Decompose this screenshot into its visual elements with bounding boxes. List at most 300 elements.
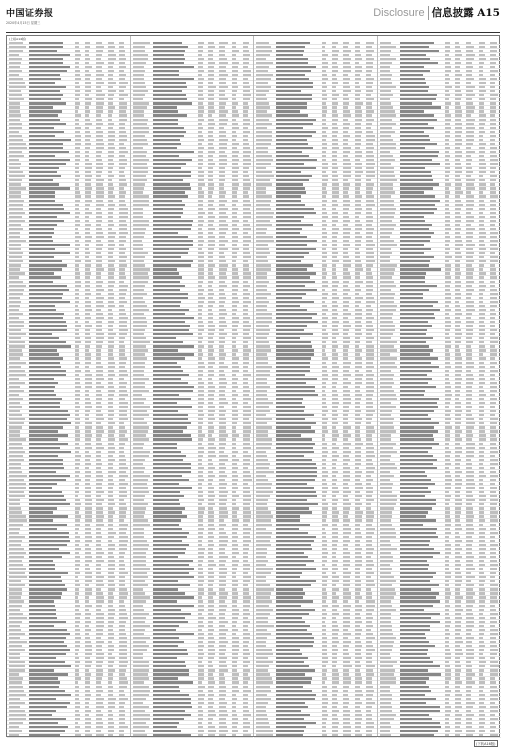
table-cell	[343, 204, 350, 206]
table-cell	[276, 690, 311, 692]
table-cell	[208, 613, 213, 615]
table-cell	[400, 422, 439, 424]
table-cell	[466, 78, 474, 80]
table-cell	[108, 345, 113, 347]
table-cell	[198, 690, 203, 692]
table-cell	[343, 633, 351, 635]
table-cell	[75, 374, 79, 376]
table-cell	[75, 438, 80, 440]
table-cell	[198, 414, 204, 416]
table-cell	[96, 86, 101, 88]
table-cell	[332, 438, 337, 440]
table-cell	[108, 285, 113, 287]
table-cell	[96, 564, 101, 566]
table-cell	[75, 208, 79, 210]
table-cell	[380, 309, 396, 311]
table-cell	[445, 467, 449, 469]
table-cell	[219, 584, 225, 586]
table-cell	[29, 204, 63, 206]
table-cell	[322, 374, 328, 376]
table-cell	[9, 661, 24, 663]
table-cell	[343, 653, 349, 655]
table-cell	[108, 592, 113, 594]
table-cell	[9, 119, 19, 121]
masthead	[6, 4, 500, 30]
table-cell	[256, 374, 270, 376]
table-cell	[243, 406, 251, 408]
table-cell	[9, 143, 26, 145]
table-cell	[9, 434, 20, 436]
table-cell	[198, 268, 203, 270]
table-cell	[455, 268, 460, 270]
table-cell	[208, 285, 212, 287]
table-cell	[479, 155, 484, 157]
table-cell	[479, 175, 483, 177]
table-cell	[133, 62, 146, 64]
table-cell	[243, 686, 248, 688]
table-cell	[355, 588, 361, 590]
table-cell	[108, 410, 114, 412]
table-cell	[153, 349, 179, 351]
table-cell	[219, 710, 226, 712]
table-cell	[153, 479, 190, 481]
table-cell	[355, 183, 361, 185]
table-cell	[219, 191, 226, 193]
table-cell	[198, 94, 202, 96]
table-cell	[219, 362, 224, 364]
table-cell	[29, 123, 66, 125]
table-cell	[276, 483, 306, 485]
table-cell	[9, 483, 25, 485]
table-cell	[479, 252, 485, 254]
table-cell	[355, 418, 361, 420]
table-cell	[198, 309, 202, 311]
table-cell	[108, 519, 112, 521]
table-cell	[466, 366, 474, 368]
table-cell	[243, 544, 250, 546]
table-cell	[153, 694, 189, 696]
table-cell	[153, 726, 177, 728]
table-cell	[380, 179, 397, 181]
table-cell	[198, 374, 203, 376]
table-cell	[322, 131, 326, 133]
table-cell	[153, 46, 188, 48]
table-cell	[9, 333, 26, 335]
table-cell	[466, 345, 471, 347]
table-cell	[343, 564, 350, 566]
header-rule	[6, 32, 500, 33]
table-cell	[75, 305, 78, 307]
table-cell	[343, 281, 349, 283]
table-cell	[366, 438, 372, 440]
table-cell	[490, 244, 497, 246]
table-cell	[119, 139, 127, 141]
table-cell	[445, 127, 450, 129]
table-cell	[198, 244, 203, 246]
table-cell	[133, 463, 143, 465]
table-cell	[355, 621, 362, 623]
table-cell	[445, 341, 450, 343]
table-cell	[355, 580, 361, 582]
table-cell	[85, 175, 92, 177]
table-cell	[322, 515, 327, 517]
table-cell	[243, 483, 248, 485]
table-cell	[276, 114, 308, 116]
table-cell	[322, 171, 326, 173]
table-cell	[108, 681, 112, 683]
table-cell	[75, 665, 79, 667]
table-cell	[276, 714, 310, 716]
table-cell	[153, 548, 186, 550]
table-cell	[85, 127, 89, 129]
table-cell	[479, 366, 485, 368]
table-cell	[133, 171, 148, 173]
table-cell	[232, 345, 237, 347]
table-cell	[198, 600, 202, 602]
table-cell	[256, 677, 271, 679]
table-cell	[119, 216, 128, 218]
table-cell	[256, 325, 269, 327]
table-cell	[85, 305, 92, 307]
table-cell	[355, 82, 359, 84]
table-cell	[366, 499, 374, 501]
table-cell	[153, 204, 185, 206]
table-cell	[332, 406, 338, 408]
table-column-group	[131, 36, 255, 736]
table-cell	[96, 297, 105, 299]
table-cell	[198, 317, 202, 319]
table-cell	[366, 341, 372, 343]
table-cell	[9, 677, 23, 679]
table-cell	[490, 455, 495, 457]
table-cell	[332, 293, 337, 295]
table-cell	[490, 236, 497, 238]
table-cell	[108, 90, 115, 92]
table-cell	[133, 491, 149, 493]
table-cell	[366, 313, 372, 315]
table-cell	[219, 187, 224, 189]
table-cell	[243, 673, 248, 675]
table-cell	[108, 143, 114, 145]
table-cell	[400, 333, 426, 335]
table-cell	[208, 297, 213, 299]
table-cell	[366, 305, 371, 307]
table-cell	[355, 633, 361, 635]
table-cell	[208, 503, 215, 505]
table-cell	[29, 386, 54, 388]
table-cell	[108, 147, 115, 149]
table-cell	[256, 212, 273, 214]
table-cell	[445, 163, 450, 165]
table-cell	[208, 224, 212, 226]
table-cell	[108, 54, 115, 56]
table-cell	[108, 272, 113, 274]
table-cell	[219, 451, 224, 453]
table-cell	[232, 276, 239, 278]
table-cell	[208, 353, 213, 355]
table-cell	[119, 443, 124, 445]
table-cell	[445, 297, 451, 299]
table-cell	[232, 268, 238, 270]
table-cell	[243, 548, 249, 550]
table-cell	[322, 556, 327, 558]
table-cell	[490, 422, 498, 424]
table-cell	[133, 264, 145, 266]
table-cell	[198, 681, 202, 683]
table-cell	[355, 151, 361, 153]
table-cell	[232, 216, 237, 218]
table-cell	[256, 471, 273, 473]
table-cell	[445, 187, 448, 189]
table-cell	[332, 673, 339, 675]
table-cell	[343, 710, 350, 712]
table-cell	[445, 62, 450, 64]
table-cell	[466, 127, 474, 129]
table-cell	[366, 139, 374, 141]
table-cell	[29, 345, 71, 347]
table-cell	[153, 673, 189, 675]
table-cell	[243, 491, 250, 493]
table-cell	[490, 459, 498, 461]
table-cell	[232, 78, 237, 80]
table-cell	[479, 74, 483, 76]
table-cell	[243, 540, 251, 542]
table-cell	[343, 495, 348, 497]
table-cell	[208, 349, 214, 351]
table-cell	[276, 285, 305, 287]
table-cell	[153, 62, 185, 64]
table-cell	[400, 378, 432, 380]
table-cell	[232, 524, 238, 526]
table-cell	[108, 74, 113, 76]
table-cell	[479, 362, 484, 364]
table-cell	[29, 621, 65, 623]
table-cell	[219, 463, 224, 465]
table-cell	[490, 94, 498, 96]
table-cell	[276, 42, 310, 44]
table-cell	[96, 580, 104, 582]
table-cell	[355, 46, 359, 48]
table-cell	[366, 171, 374, 173]
table-cell	[153, 155, 180, 157]
table-cell	[276, 665, 308, 667]
table-cell	[243, 345, 248, 347]
table-cell	[219, 592, 227, 594]
table-cell	[198, 228, 202, 230]
table-cell	[232, 572, 236, 574]
table-cell	[153, 625, 179, 627]
table-cell	[198, 418, 203, 420]
table-cell	[208, 256, 213, 258]
table-cell	[119, 653, 126, 655]
table-cell	[75, 434, 80, 436]
table-cell	[208, 406, 215, 408]
table-cell	[243, 653, 250, 655]
table-cell	[256, 131, 272, 133]
table-cell	[445, 195, 449, 197]
table-cell	[108, 386, 114, 388]
table-cell	[75, 690, 79, 692]
table-cell	[343, 645, 349, 647]
table-cell	[198, 536, 203, 538]
table-cell	[133, 155, 146, 157]
table-cell	[256, 596, 270, 598]
table-cell	[243, 119, 250, 121]
table-cell	[380, 398, 397, 400]
table-cell	[153, 430, 183, 432]
table-cell	[276, 309, 307, 311]
table-cell	[198, 98, 204, 100]
table-cell	[153, 552, 185, 554]
table-cell	[119, 289, 127, 291]
table-cell	[153, 102, 193, 104]
table-cell	[208, 119, 214, 121]
table-cell	[208, 726, 214, 728]
table-cell	[332, 690, 339, 692]
table-cell	[133, 443, 144, 445]
table-cell	[198, 370, 203, 372]
table-cell	[133, 503, 148, 505]
table-cell	[332, 596, 339, 598]
table-cell	[108, 584, 115, 586]
table-cell	[85, 681, 90, 683]
table-cell	[108, 131, 115, 133]
table-cell	[400, 325, 433, 327]
table-cell	[9, 220, 25, 222]
table-cell	[366, 471, 374, 473]
table-cell	[243, 191, 248, 193]
table-cell	[366, 467, 374, 469]
table-cell	[343, 212, 348, 214]
table-cell	[153, 406, 192, 408]
table-cell	[96, 519, 103, 521]
table-cell	[133, 98, 143, 100]
table-cell	[108, 576, 115, 578]
table-cell	[96, 46, 104, 48]
table-cell	[75, 345, 79, 347]
table-cell	[119, 588, 127, 590]
table-cell	[322, 66, 328, 68]
table-cell	[119, 244, 124, 246]
table-cell	[380, 252, 392, 254]
table-cell	[232, 673, 239, 675]
table-cell	[490, 135, 496, 137]
table-cell	[232, 600, 237, 602]
table-cell	[108, 588, 115, 590]
table-cell	[445, 285, 449, 287]
table-cell	[276, 637, 314, 639]
table-cell	[9, 248, 20, 250]
table-cell	[9, 297, 19, 299]
table-cell	[256, 605, 268, 607]
table-cell	[243, 718, 248, 720]
table-cell	[219, 313, 227, 315]
table-cell	[243, 386, 249, 388]
table-cell	[208, 378, 212, 380]
table-cell	[208, 329, 215, 331]
table-cell	[9, 293, 23, 295]
table-cell	[232, 54, 236, 56]
table-cell	[9, 378, 19, 380]
table-cell	[108, 434, 114, 436]
table-cell	[243, 370, 248, 372]
table-cell	[9, 240, 26, 242]
table-cell	[466, 333, 473, 335]
table-cell	[355, 657, 362, 659]
table-cell	[208, 657, 214, 659]
table-cell	[256, 179, 270, 181]
table-cell	[445, 46, 449, 48]
table-cell	[400, 220, 425, 222]
table-cell	[85, 548, 92, 550]
table-cell	[108, 560, 115, 562]
table-cell	[232, 617, 239, 619]
table-cell	[133, 528, 144, 530]
table-cell	[119, 366, 125, 368]
table-cell	[366, 706, 372, 708]
table-cell	[466, 42, 471, 44]
table-cell	[208, 102, 213, 104]
table-cell	[243, 467, 248, 469]
table-cell	[466, 94, 474, 96]
table-cell	[133, 183, 145, 185]
table-cell	[153, 357, 185, 359]
table-cell	[256, 443, 271, 445]
table-cell	[153, 317, 194, 319]
table-cell	[133, 605, 143, 607]
table-cell	[108, 240, 114, 242]
table-cell	[219, 317, 225, 319]
table-cell	[96, 200, 103, 202]
table-cell	[479, 248, 486, 250]
table-cell	[332, 54, 338, 56]
table-cell	[75, 677, 81, 679]
table-cell	[243, 357, 249, 359]
table-cell	[9, 588, 21, 590]
table-cell	[332, 702, 338, 704]
table-cell	[490, 175, 497, 177]
table-cell	[256, 451, 266, 453]
table-cell	[198, 42, 204, 44]
table-cell	[332, 625, 339, 627]
table-cell	[445, 147, 449, 149]
table-cell	[400, 455, 434, 457]
table-cell	[332, 94, 339, 96]
table-cell	[243, 426, 251, 428]
table-cell	[96, 584, 104, 586]
table-cell	[445, 309, 450, 311]
table-cell	[343, 305, 350, 307]
table-cell	[332, 588, 339, 590]
table-cell	[198, 576, 204, 578]
table-cell	[85, 637, 91, 639]
table-cell	[366, 236, 372, 238]
table-cell	[490, 220, 496, 222]
table-cell	[133, 82, 145, 84]
table-cell	[208, 673, 213, 675]
table-cell	[133, 515, 144, 517]
table-cell	[445, 382, 450, 384]
table-cell	[119, 677, 127, 679]
table-cell	[322, 345, 326, 347]
table-cell	[29, 374, 66, 376]
table-cell	[479, 179, 485, 181]
table-cell	[366, 119, 373, 121]
table-cell	[75, 459, 80, 461]
table-cell	[198, 260, 203, 262]
table-cell	[232, 362, 238, 364]
table-cell	[208, 580, 214, 582]
